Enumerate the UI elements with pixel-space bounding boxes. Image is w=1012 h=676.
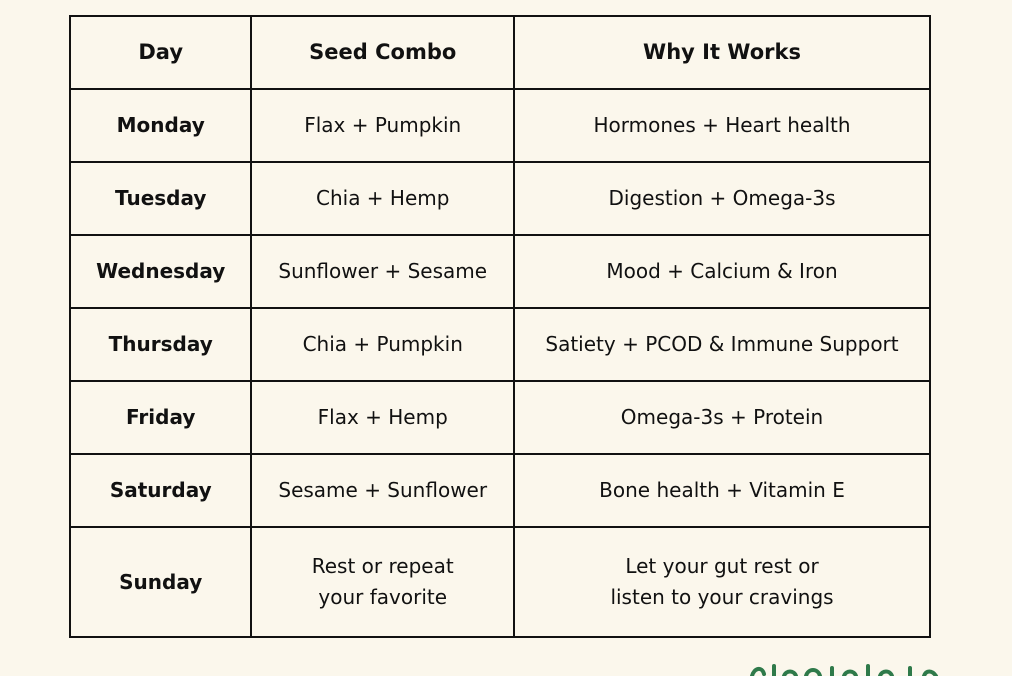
why-cell: Mood + Calcium & Iron: [514, 235, 930, 308]
seed-schedule-table: [69, 15, 931, 638]
header-seed-combo: Seed Combo: [251, 16, 514, 89]
decorative-logo-fragment: [740, 664, 940, 676]
day-cell: Thursday: [70, 308, 251, 381]
day-cell: Friday: [70, 381, 251, 454]
table-row: [70, 235, 930, 308]
combo-cell: Sunflower + Sesame: [251, 235, 514, 308]
why-text: Let your gut rest or listen to your cravings: [610, 554, 834, 609]
why-cell: Satiety + PCOD & Immune Support: [514, 308, 930, 381]
table-row: [70, 454, 930, 527]
combo-cell: Sesame + Sunflower: [251, 454, 514, 527]
day-cell: Wednesday: [70, 235, 251, 308]
combo-cell: Flax + Pumpkin: [251, 89, 514, 162]
combo-cell: [251, 527, 514, 637]
table-row: [70, 162, 930, 235]
header-why-it-works: Why It Works: [514, 16, 930, 89]
day-cell: Saturday: [70, 454, 251, 527]
why-cell: Bone health + Vitamin E: [514, 454, 930, 527]
day-cell: Sunday: [70, 527, 251, 637]
combo-cell: Chia + Hemp: [251, 162, 514, 235]
why-cell: Hormones + Heart health: [514, 89, 930, 162]
combo-cell: Flax + Hemp: [251, 381, 514, 454]
table-row: [70, 308, 930, 381]
table-header-row: [70, 16, 930, 89]
combo-text: Rest or repeat your favorite: [311, 554, 454, 609]
day-cell: Monday: [70, 89, 251, 162]
combo-cell: Chia + Pumpkin: [251, 308, 514, 381]
table-row: [70, 89, 930, 162]
why-cell: Omega-3s + Protein: [514, 381, 930, 454]
table-row: [70, 527, 930, 637]
table-row: [70, 381, 930, 454]
header-day: Day: [70, 16, 251, 89]
why-cell: [514, 527, 930, 637]
day-cell: Tuesday: [70, 162, 251, 235]
why-cell: Digestion + Omega-3s: [514, 162, 930, 235]
